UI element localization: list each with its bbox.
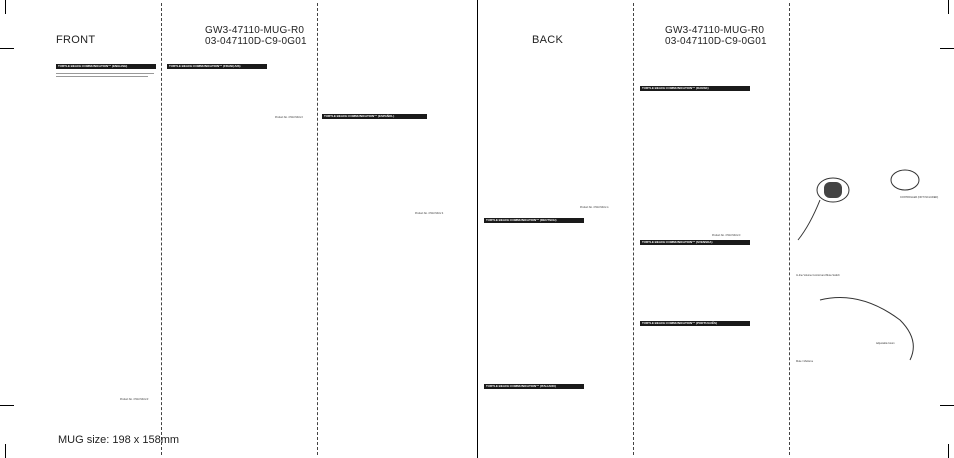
- section-header: TURTLE BEACH COMMUNICATION™ (PORTUGUÊS): [640, 321, 750, 326]
- figure-caption: CONTROLLER (NOT INCLUDED): [900, 196, 939, 199]
- section-header: TURTLE BEACH COMMUNICATION™ (DEUTSCH): [484, 218, 584, 223]
- figure-caption: Adjustable boom: [876, 342, 895, 345]
- mug-size: MUG size: 198 x 158mm: [58, 434, 180, 446]
- part-number: Product No. 47110 MUG F: [275, 116, 304, 119]
- back-code-2: 03-047110D-C9-0G01: [665, 36, 767, 47]
- part-number: Product No. 47110 MUG S: [415, 212, 444, 215]
- part-number: Product No. 47110 MUG G: [580, 206, 609, 209]
- back-label: BACK: [532, 34, 564, 46]
- front-code-2: 03-047110D-C9-0G01: [205, 36, 307, 47]
- section-header: TURTLE BEACH COMMUNICATION™ (DANSK): [640, 86, 750, 91]
- front-code-1: GW3-47110-MUG-R0: [205, 25, 305, 36]
- figure-caption: In-line Volume Control and Mute Switch: [796, 274, 840, 277]
- part-number: Product No. 47110 MUG D: [712, 234, 741, 237]
- back-code-1: GW3-47110-MUG-R0: [665, 25, 765, 36]
- part-number: Product No. 47110 MUG R: [120, 398, 149, 401]
- section-header: TURTLE BEACH COMMUNICATION™ (SVENSKA): [640, 240, 750, 245]
- section-header: TURTLE BEACH COMMUNICATION™ (FRANÇAIS): [167, 64, 267, 69]
- front-label: FRONT: [56, 34, 96, 46]
- figure-caption: Mute / Mutisme: [796, 360, 814, 363]
- section-header: TURTLE BEACH COMMUNICATION™ (ENGLISH): [56, 64, 156, 69]
- section-header: TURTLE BEACH COMMUNICATION™ (ITALIANO): [484, 384, 584, 389]
- section-header: TURTLE BEACH COMMUNICATION™ (ESPAÑOL): [322, 114, 427, 119]
